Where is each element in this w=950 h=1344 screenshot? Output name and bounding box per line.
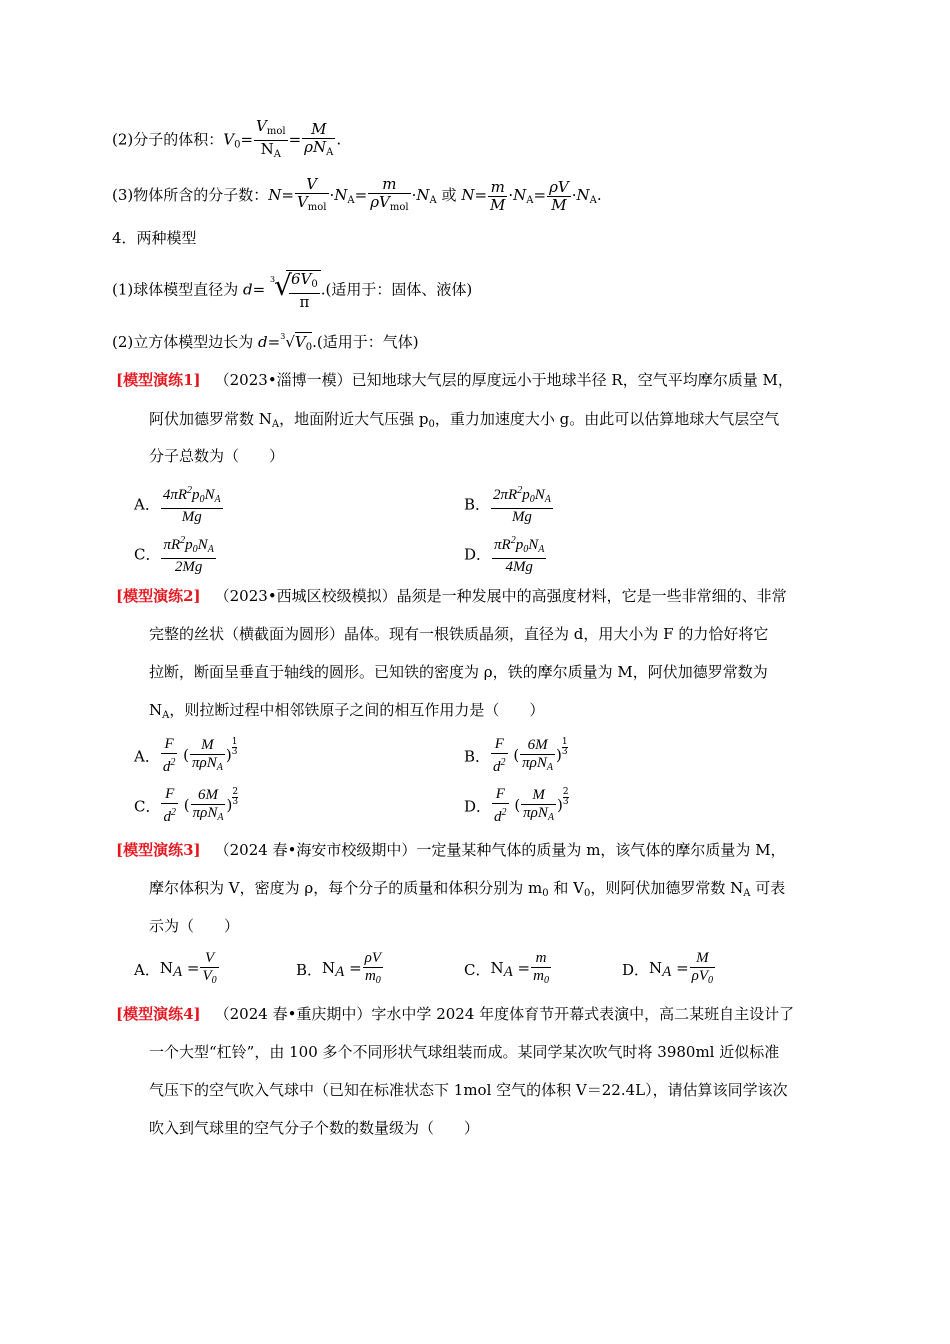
formula-molecule-count: (3)物体所含的分子数：N= $\frac{V}{V_{mol}}$ $\cdot N_A=$ $\frac{m}{\rho V_{mol}}$ $\cdot N_A$ 或 N= $\frac{m}{M}$ $\cdot N_A=$ $\frac{\rho V}{M}$ $\cdot N_A$. (112, 175, 602, 214)
option-2-d[interactable]: D． $\frac{F}{d^2}$ ( $\frac{M}{\pi\rho N_A}$ ) $\frac{2}{3}$ (464, 786, 569, 825)
problem-tag: [模型演练3] (116, 841, 201, 859)
option-2-c[interactable]: C． $\frac{F}{d^2}$ ( $\frac{6M}{\pi\rho N_A}$ ) $\frac{2}{3}$ (134, 786, 239, 825)
formula-cube-model: (2)立方体模型边长为 $d=^3√V_0$.(适用于：气体) (112, 332, 419, 353)
problem-4-line-2: 一个大型“杠铃”，由 100 多个不同形状气球组装而成。某同学某次吹气时将 3980ml 近似标准 (149, 1043, 780, 1061)
problem-4-line-4: 吹入到气球里的空气分子个数的数量级为（ ） (149, 1119, 480, 1137)
problem-3-line-2: 摩尔体积为 V，密度为 ρ，每个分子的质量和体积分别为 $m_0$ 和 $V_0$，则阿伏加德罗常数 $N_A$ 可表 (149, 879, 786, 899)
formula-label: (2)分子的体积： (112, 130, 224, 149)
problem-tag: [模型演练2] (116, 587, 201, 605)
problem-tag: [模型演练4] (116, 1005, 201, 1023)
option-1-b[interactable]: B． $\frac{2\pi R^2p_0N_A}{Mg}$ (464, 482, 554, 526)
problem-1-line-2: 阿伏加德罗常数 $N_A$，地面附近大气压强 $p_0$，重力加速度大小 g。由此可以估算地球大气层空气 (149, 410, 780, 430)
problem-4-line-3: 气压下的空气吹入气球中（已知在标准状态下 1mol 空气的体积 V＝22.4L），请估算该同学该次 (149, 1081, 788, 1099)
option-1-c[interactable]: C． $\frac{\pi R^2p_0N_A}{2Mg}$ (134, 532, 217, 576)
option-2-b[interactable]: B． $\frac{F}{d^2}$ ( $\frac{6M}{\pi\rho N_A}$ ) $\frac{1}{3}$ (464, 736, 568, 775)
cube-root: 3 √ $\frac{6V_0}{\pi}$ (270, 270, 321, 311)
formula-molecule-volume: (2)分子的体积：$V_0=$ $\frac{V_{mol}}{N_A}$ = $\frac{M}{\rho N_A}$ . (112, 117, 342, 160)
option-3-b[interactable]: B．NA = $\frac{\rho V}{m_0}$ (296, 950, 382, 986)
section-title-two-models: 4．两种模型 (112, 229, 197, 247)
formula-sphere-model: (1)球体模型直径为 d= 3 √ $\frac{6V_0}{\pi}$ .(适用于：固体、液体) (112, 269, 473, 311)
option-2-a[interactable]: A． $\frac{F}{d^2}$ ( $\frac{M}{\pi\rho N_A}$ ) $\frac{1}{3}$ (134, 736, 238, 775)
problem-4: [模型演练4] （2024 春•重庆期中）字水中学 2024 年度体育节开幕式表演中，高二某班自主设计了 (116, 1005, 795, 1023)
option-1-d[interactable]: D． $\frac{\pi R^2p_0N_A}{4Mg}$ (464, 532, 547, 576)
option-3-d[interactable]: D．NA = $\frac{M}{\rho V_0}$ (622, 950, 714, 986)
option-3-a[interactable]: A．NA = $\frac{V}{V_0}$ (134, 950, 217, 986)
problem-2-line-3: 拉断，断面呈垂直于轴线的圆形。已知铁的密度为 ρ，铁的摩尔质量为 M，阿伏加德罗常数为 (149, 663, 768, 681)
problem-1: [模型演练1] （2023•淄博一模）已知地球大气层的厚度远小于地球半径 R，空气平均摩尔质量 M， (116, 371, 793, 389)
problem-1-line-3: 分子总数为（ ） (149, 447, 285, 465)
problem-2-line-2: 完整的丝状（横截面为圆形）晶体。现有一根铁质晶须，直径为 d，用大小为 F 的力恰好将它 (149, 625, 769, 643)
formula-label: (3)物体所含的分子数： (112, 186, 269, 204)
problem-2: [模型演练2] （2023•西城区校级模拟）晶须是一种发展中的高强度材料，它是一些非常细的、非常 (116, 587, 787, 605)
problem-3-line-3: 示为（ ） (149, 917, 240, 935)
option-3-c[interactable]: C．NA = $\frac{m}{m_0}$ (464, 950, 549, 986)
problem-2-line-4: $N_A$，则拉断过程中相邻铁原子之间的相互作用力是（ ） (149, 701, 545, 721)
problem-tag: [模型演练1] (116, 371, 201, 389)
option-1-a[interactable]: A． $\frac{4\pi R^2p_0N_A}{Mg}$ (134, 482, 224, 526)
problem-3: [模型演练3] （2024 春•海安市校级期中）一定量某种气体的质量为 m，该气体的摩尔质量为 M， (116, 841, 786, 859)
